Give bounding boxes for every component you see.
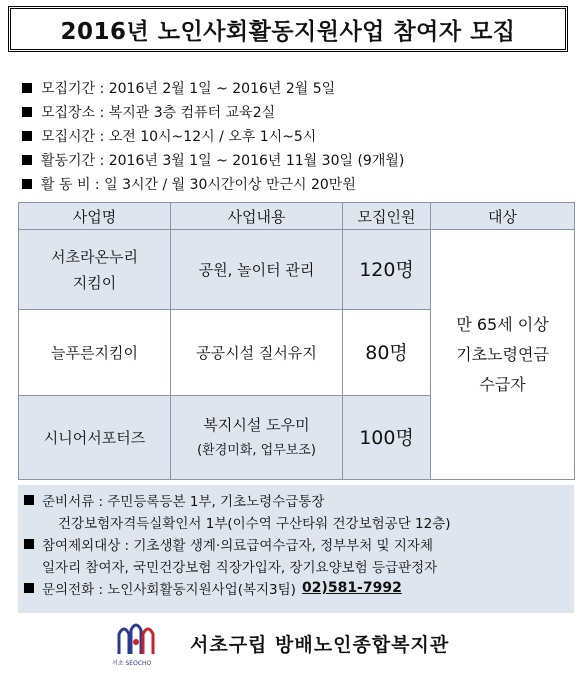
square-bullet-icon [22,155,32,165]
program-content-cell: 공원, 놀이터 관리 [171,230,343,310]
info-activity-period [22,148,562,172]
square-bullet-icon [22,179,32,189]
square-bullet-icon [22,107,32,117]
header-target: 대상 [431,203,575,230]
recruit-count-cell: 100명 [343,396,431,480]
program-name-cell: 늘푸른지킴이 [19,310,171,396]
info-place [22,100,562,124]
recruit-count-cell: 120명 [343,230,431,310]
required-documents [24,489,568,511]
info-activity-pay [22,172,562,196]
program-content-line: 복지시설 도우미 [203,415,310,434]
info-time [22,124,562,148]
header-recruit-count: 모집인원 [343,203,431,230]
logo-mark-icon [116,620,156,658]
organization-name: 서초구립 방배노인종합복지관 [190,633,450,656]
square-bullet-icon [24,583,34,593]
recruitment-info [22,76,562,196]
header-program-name: 사업명 [19,203,171,230]
excluded-targets-continued: 일자리 참여자, 국민건강보험 직장가입자, 장기요양보험 등급판정자 [42,560,438,576]
square-bullet-icon [22,83,32,93]
info-value: 복지관 3층 컴퓨터 교육2실 [108,105,276,121]
target-line: 기초노령연금 [456,344,549,364]
target-cell [431,230,575,480]
note-text: 참여제외대상 : 기초생활 생계·의료급여수급자, 정부부처 및 지자체 [42,538,433,554]
program-name-cell: 시니어서포터즈 [19,396,171,480]
required-documents-continued: 건강보험자격득실확인서 1부(이수역 구산타워 건강보험공단 12층) [58,516,451,532]
program-table [18,202,575,480]
program-name-line: 지킴이 [72,273,117,292]
table-row [19,230,575,310]
logo-text: 서초 SEOCHO [112,660,152,667]
info-label: 활동기간 : [41,153,109,169]
info-period [22,76,562,100]
program-content-cell: 공공시설 질서유지 [171,310,343,396]
program-content-line: (환경미화, 업무보조) [197,442,316,458]
page-title: 2016년 노인사회활동지원사업 참여자 모집 [8,6,568,52]
notes-section [18,485,574,613]
info-label: 모집시간 : [41,129,109,145]
square-bullet-icon [24,495,34,505]
header-program-content: 사업내용 [171,203,343,230]
contact-label: 문의전화 : 노인사회활동지원사업(복지3팀) [42,582,296,598]
info-label: 활 동 비 : [41,177,105,193]
program-content-cell [171,396,343,480]
info-value: 2016년 3월 1일 ~ 2016년 11월 30일 (9개월) [108,153,405,169]
program-table-wrapper [18,202,574,479]
square-bullet-icon [24,539,34,549]
square-bullet-icon [22,131,32,141]
recruit-count-cell: 80명 [343,310,431,396]
seocho-logo-icon [112,620,156,667]
info-value: 2016년 2월 1일 ~ 2016년 2월 5일 [108,81,336,97]
note-text: 준비서류 : 주민등록등본 1부, 기초노령수급통장 [42,494,325,510]
info-label: 모집기간 : [41,81,109,97]
target-line: 만 65세 이상 [456,314,549,334]
contact-phone: 02)581-7992 [301,580,402,596]
info-value: 오전 10시~12시 / 오후 1시~5시 [108,129,317,145]
program-name-line: 서초라온누리 [51,247,138,266]
info-label: 모집장소 : [41,105,109,121]
target-line: 수급자 [479,374,526,394]
excluded-targets [24,533,568,555]
contact-info [24,577,568,599]
footer [112,618,476,668]
table-header-row [19,203,575,230]
program-name-cell [19,230,171,310]
info-value: 일 3시간 / 월 30시간이상 만근시 20만원 [104,177,356,193]
